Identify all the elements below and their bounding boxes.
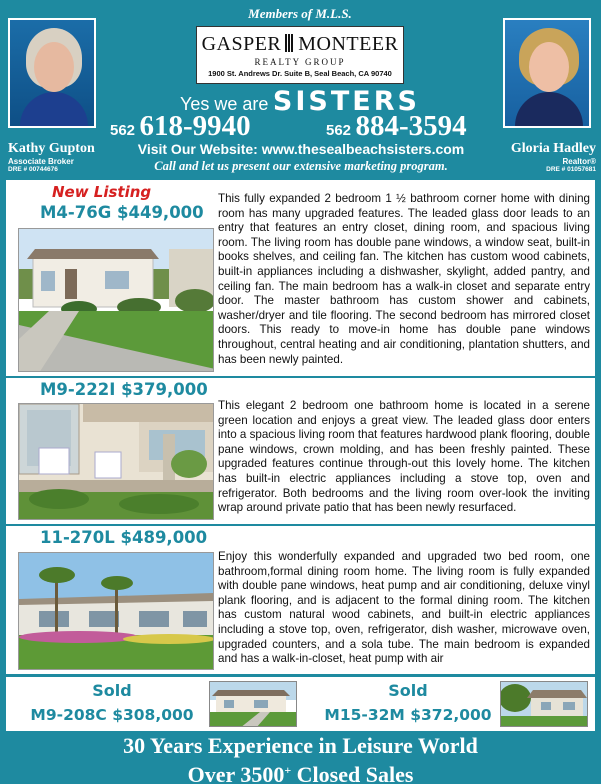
- sold-house-image: [501, 682, 588, 727]
- company-logo: [196, 26, 404, 84]
- listing-title[interactable]: 11-270L $489,000: [40, 528, 208, 547]
- listing-photo[interactable]: [18, 403, 214, 520]
- sold-label: Sold: [92, 681, 132, 700]
- listing-description: This elegant 2 bedroom one bathroom home is located in a serene green location and enjoys a great view. The leaded glass door enters into a spacious living room that features hardwood plank flooring, double pane windows, crown molding, and has been freshly painted. These upgraded features continue through-out this lovely home. The kitchen has built-in electric appliances including a stove top, oven and refrigerator. Both bedrooms and the living room over-look the inviting wrap around private patio that has been newly resurfaced.: [218, 399, 590, 515]
- sold-house-image: [210, 682, 297, 727]
- listing-title[interactable]: M4-76G $449,000: [40, 203, 204, 222]
- patio-photo-image: [19, 404, 214, 520]
- header: [0, 0, 601, 180]
- listing-description: Enjoy this wonderfully expanded and upgraded two bed room, one bathroom,formal dining room home. The living room is fully expanded with double pane windows, heat pump and air conditioning, deluxe vinyl plank flooring, and is adjacent to the formal dining room. The kitchen has custom natural wood cabinets, and built-in electric appliances including a stove top, oven, refrigerator, dish washer, microwave oven, upgraded counters, and a sola tube. The main bedroom is expanded and has a walk-in-closet, heat pump with air: [218, 550, 590, 666]
- phone-gloria[interactable]: [326, 110, 467, 143]
- slogan-big: SISTERS: [272, 86, 420, 117]
- sold-title: M9-208C $308,000: [30, 706, 194, 724]
- sold-listings: [6, 677, 595, 731]
- phone-prefix: 562: [326, 122, 352, 139]
- agent-gloria: [488, 141, 596, 173]
- agent-dre: DRE # 01057681: [546, 166, 596, 173]
- footer-plus: +: [284, 763, 292, 777]
- sold-item[interactable]: [308, 681, 508, 724]
- listing-title[interactable]: M9-222I $379,000: [40, 380, 208, 399]
- mls-membership: Members of M.L.S.: [248, 6, 352, 21]
- footer-closed-sales: [0, 758, 601, 784]
- company-name: [197, 33, 403, 56]
- tagline: Call and let us present our extensive marketing program.: [154, 159, 448, 173]
- phone-number: 618-9940: [139, 110, 251, 142]
- agent-photo-kathy: [8, 18, 96, 128]
- new-listing-badge: New Listing: [52, 183, 152, 201]
- phone-kathy[interactable]: [110, 110, 251, 143]
- agent-name: Kathy Gupton: [8, 141, 95, 156]
- sold-photo[interactable]: [209, 681, 297, 727]
- company-name-right: MONTEER: [298, 33, 399, 55]
- listing-card: [6, 180, 595, 376]
- listing-card: [6, 378, 595, 524]
- listing-description: This fully expanded 2 bedroom 1 ½ bathroom corner home with dining room has many upgraded features. The leaded glass door leads to an entry that features an entry closet, dining room, and spacious living room. The living room has double pane windows, a window seat, built-in books shelves, and ceiling fan. The kitchen has custom wood cabinets, built-in appliances including a dishwasher, skylight, added pantry, and ceiling fan. The main bedroom has a walk-in closet and separate entry door. The master bathroom has custom shower and cabinets, washer/dryer and tile flooring. The second bedroom has mirrored closet doors. This ready to move-in home has double pane windows throughout, central heating and air conditioning, plantation shutters, and has been newly painted.: [218, 192, 590, 366]
- footer-experience: 30 Years Experience in Leisure World: [123, 733, 478, 758]
- house-photo-image: [19, 229, 214, 372]
- agent-title: Associate Broker: [8, 157, 74, 166]
- sold-title: M15-32M $372,000: [324, 706, 492, 724]
- logo-bars-icon: [285, 34, 294, 52]
- footer-closed-label: Closed Sales: [291, 762, 414, 784]
- agent-kathy: [8, 141, 108, 173]
- building-photo-image: [19, 553, 214, 670]
- phone-prefix: 562: [110, 122, 136, 139]
- agent-dre: DRE # 00744676: [8, 166, 58, 173]
- listing-card: [6, 526, 595, 674]
- website-link[interactable]: Visit Our Website: www.thesealbeachsisters.com: [137, 141, 465, 157]
- slogan-small: Yes we are: [180, 94, 269, 114]
- sold-item[interactable]: [22, 681, 202, 724]
- agent-photo-gloria: [503, 18, 591, 128]
- phone-number: 884-3594: [355, 110, 467, 142]
- listing-photo[interactable]: [18, 228, 214, 372]
- agent-title: Realtor®: [562, 157, 596, 166]
- sold-label: Sold: [388, 681, 428, 700]
- agent-name: Gloria Hadley: [510, 141, 596, 156]
- sold-photo[interactable]: [500, 681, 588, 727]
- company-name-left: GASPER: [201, 33, 282, 55]
- company-address: 1900 St. Andrews Dr. Suite B, Seal Beach, CA 90740: [208, 69, 392, 78]
- footer-count: Over 3500: [187, 762, 285, 784]
- company-subtitle: REALTY GROUP: [254, 57, 346, 67]
- footer: [0, 733, 601, 784]
- listing-photo[interactable]: [18, 552, 214, 670]
